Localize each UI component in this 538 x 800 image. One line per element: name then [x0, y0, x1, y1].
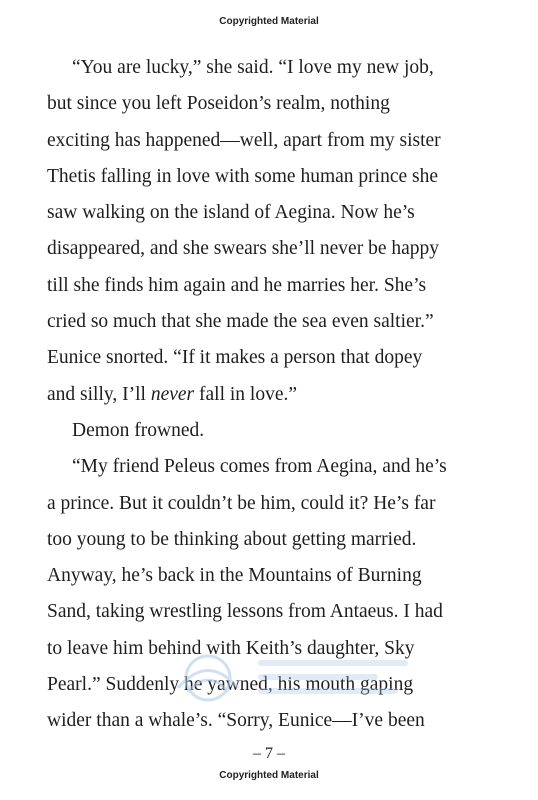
text-line: wider than a whale’s. “Sorry, Eunice—I’ve been — [47, 710, 425, 732]
text-line: a prince. But it couldn’t be him, could it? He’s far — [47, 492, 436, 514]
page-body-text — [47, 50, 497, 740]
emphasis-word: never — [150, 383, 195, 405]
text-line: cried so much that she made the sea even saltier.” — [47, 311, 434, 333]
text-line: Eunice snorted. “If it makes a person that dopey — [47, 347, 423, 369]
text-line: saw walking on the island of Aegina. Now he’s — [47, 202, 415, 224]
page-number: – 7 – — [253, 745, 285, 762]
text-line: Demon frowned. — [72, 419, 205, 441]
text-line: to leave him behind with Keith’s daughter, Sky — [47, 637, 415, 659]
text-line: till she finds him again and he marries her. She’s — [47, 274, 427, 296]
text-line: Sand, taking wrestling lessons from Antaeus. I had — [47, 601, 443, 623]
text-line — [47, 377, 497, 413]
text-line: disappeared, and she swears she’ll never be happy — [47, 238, 440, 260]
text-line: “You are lucky,” she said. “I love my new job, — [72, 57, 434, 78]
text-line: “My friend Peleus comes from Aegina, and he’s — [72, 456, 447, 478]
text-fragment: fall in love.” — [194, 383, 298, 405]
text-line: too young to be thinking about getting married. — [47, 528, 417, 550]
text-fragment: and silly, I’ll — [47, 383, 151, 405]
text-line: but since you left Poseidon’s realm, nothing — [47, 93, 390, 115]
text-line: Pearl.” Suddenly he yawned, his mouth gaping — [47, 674, 414, 696]
copyright-footer: Copyrighted Material — [219, 770, 319, 781]
text-line: exciting has happened—well, apart from my sister — [47, 129, 441, 151]
copyright-header: Copyrighted Material — [219, 16, 319, 27]
text-line: Thetis falling in love with some human prince she — [47, 165, 438, 187]
text-line: Anyway, he’s back in the Mountains of Burning — [47, 565, 422, 587]
